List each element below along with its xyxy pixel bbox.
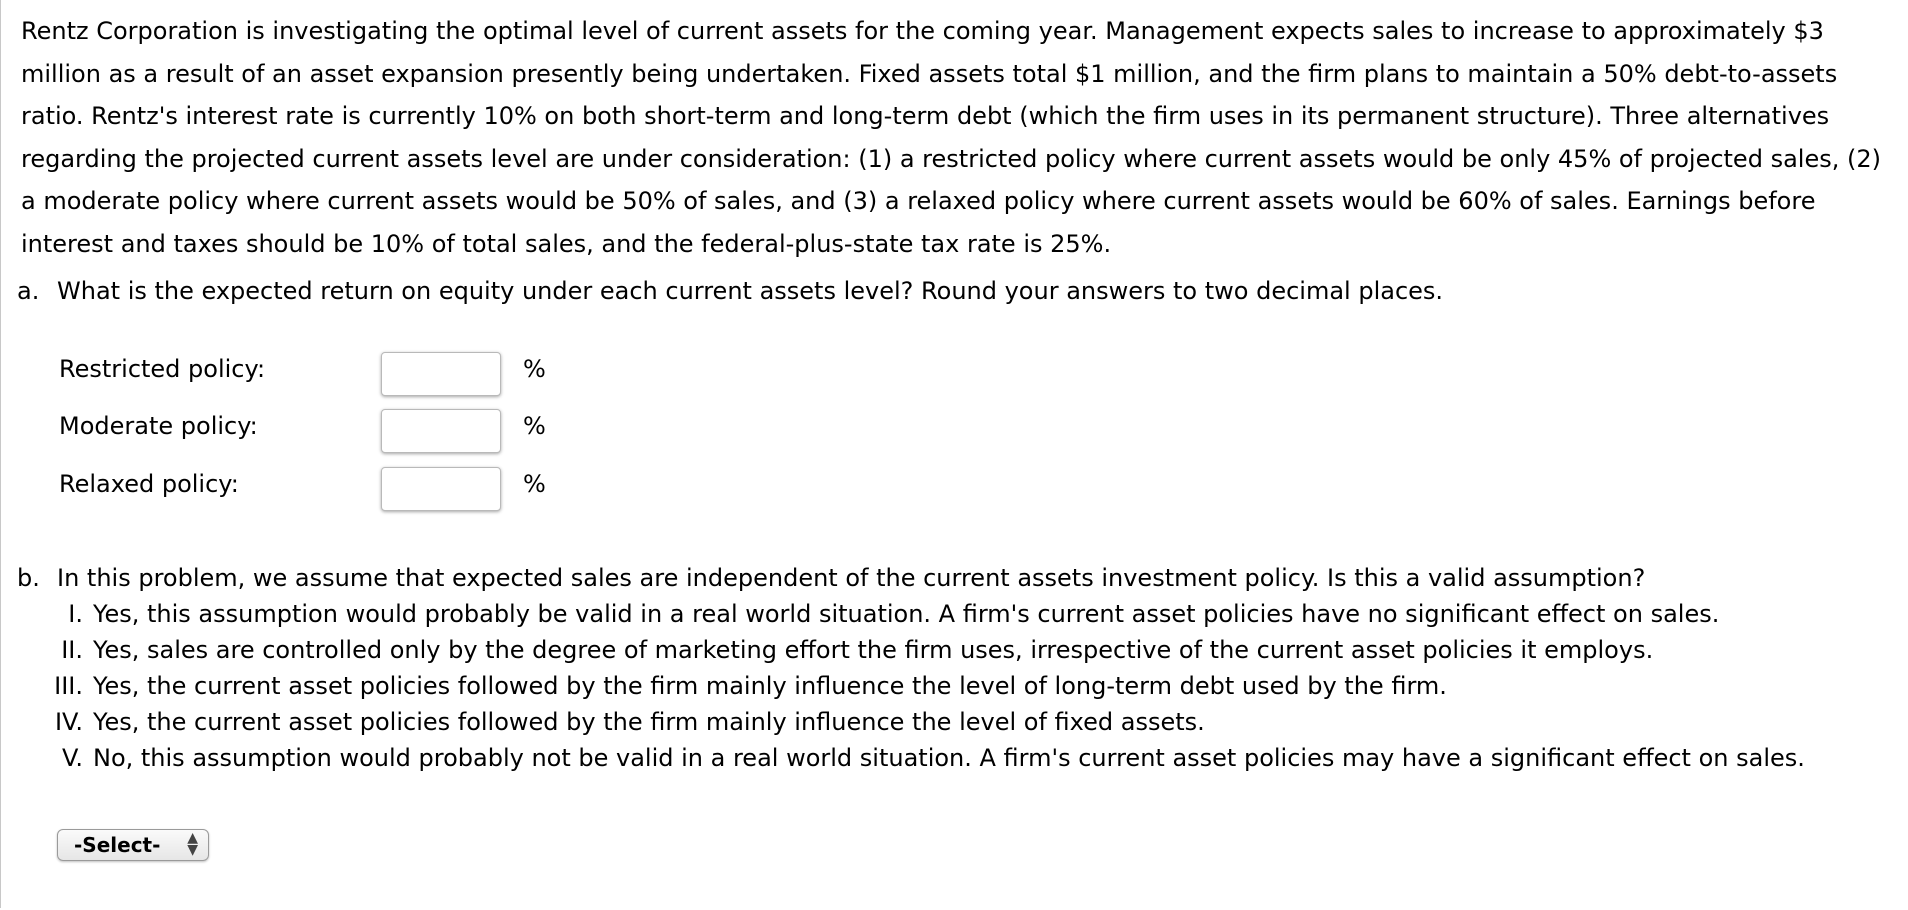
option-i — [29, 597, 1719, 631]
answer-select[interactable] — [57, 829, 209, 861]
option-text: Yes, this assumption would probably be valid in a real world situation. A firm's current asset policies have no significant effect on sales. — [93, 600, 1720, 628]
part-a-letter: a. — [17, 277, 40, 305]
option-iv — [29, 705, 1205, 739]
relaxed-policy-input[interactable] — [381, 467, 501, 511]
relaxed-policy-label: Relaxed policy: — [59, 470, 239, 498]
option-text: No, this assumption would probably not be valid in a real world situation. A firm's current asset policies may have a significant effect on sales. — [93, 744, 1805, 772]
option-number: V. — [62, 744, 83, 772]
part-a-question — [17, 274, 1443, 308]
option-v — [29, 741, 1805, 775]
option-ii — [29, 633, 1653, 667]
option-number: IV. — [54, 708, 83, 736]
option-text: Yes, the current asset policies followed by the firm mainly influence the level of long-term debt used by the firm. — [93, 672, 1447, 700]
part-a-question-text: What is the expected return on equity under each current assets level? Round your answers to two decimal places. — [57, 277, 1444, 305]
relaxed-policy-unit: % — [523, 470, 546, 498]
option-text: Yes, sales are controlled only by the degree of marketing effort the firm uses, irrespective of the current asset policies it employs. — [93, 636, 1654, 664]
option-iii — [29, 669, 1447, 703]
moderate-policy-input[interactable] — [381, 409, 501, 453]
part-b-letter: b. — [17, 564, 40, 592]
option-number: II. — [61, 636, 83, 664]
moderate-policy-label: Moderate policy: — [59, 412, 258, 440]
updown-arrows-icon: ▲ ▼ — [187, 830, 198, 858]
option-text: Yes, the current asset policies followed by the firm mainly influence the level of fixed assets. — [93, 708, 1205, 736]
answer-select-value: -Select- — [74, 833, 161, 857]
problem-intro: Rentz Corporation is investigating the optimal level of current assets for the coming year. Management expects sales to increase to approximately $3 million as a result of an asset expansion presently being undertaken. Fixed assets total $1 million, and the firm plans to maintain a 50% debt-to-assets ratio. Rentz's interest rate is currently 10% on both short-term and long-term debt (which the firm uses in its permanent structure). Three alternatives regarding the projected current assets level are under consideration: (1) a restricted policy where current assets would be only 45% of projected sales, (2) a moderate policy where current assets would be 50% of sales, and (3) a relaxed policy where current assets would be 60% of sales. Earnings before interest and taxes should be 10% of total sales, and the federal-plus-state tax rate is 25%. — [21, 17, 1881, 258]
restricted-policy-unit: % — [523, 355, 546, 383]
restricted-policy-label: Restricted policy: — [59, 355, 266, 383]
option-number: III. — [54, 672, 83, 700]
option-number: I. — [68, 600, 83, 628]
restricted-policy-input[interactable] — [381, 352, 501, 396]
part-b-question-text: In this problem, we assume that expected sales are independent of the current assets investment policy. Is this a valid assumption? — [57, 564, 1646, 592]
part-b-question — [17, 561, 1645, 595]
moderate-policy-unit: % — [523, 412, 546, 440]
